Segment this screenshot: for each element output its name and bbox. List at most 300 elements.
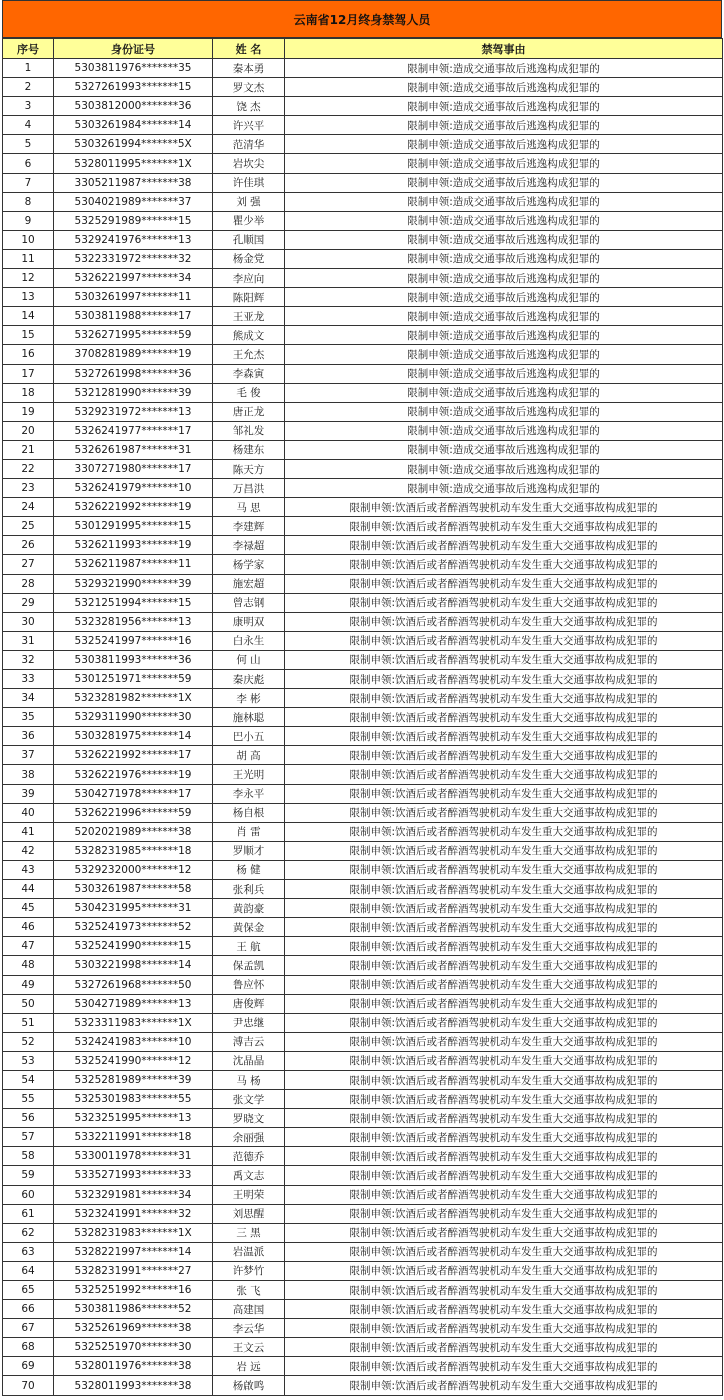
ban-reason: 限制申领:饮酒后或者醉酒驾驶机动车发生重大交通事故构成犯罪的 [285, 1013, 723, 1032]
row-index: 66 [3, 1300, 54, 1319]
person-name: 罗晓文 [213, 1109, 285, 1128]
ban-reason: 限制申领:饮酒后或者醉酒驾驶机动车发生重大交通事故构成犯罪的 [285, 1261, 723, 1280]
row-index: 64 [3, 1261, 54, 1280]
id-number: 5335271993*******33 [54, 1166, 213, 1185]
id-number: 5325251992*******16 [54, 1281, 213, 1300]
table-row [3, 1090, 723, 1109]
ban-reason: 限制申领:造成交通事故后逃逸构成犯罪的 [285, 421, 723, 440]
row-index: 57 [3, 1128, 54, 1147]
ban-reason: 限制申领:饮酒后或者醉酒驾驶机动车发生重大交通事故构成犯罪的 [285, 956, 723, 975]
table-row [3, 326, 723, 345]
table-row [3, 536, 723, 555]
id-number: 5323311983*******1X [54, 1013, 213, 1032]
id-number: 5328231983*******1X [54, 1223, 213, 1242]
ban-reason: 限制申领:饮酒后或者醉酒驾驶机动车发生重大交通事故构成犯罪的 [285, 1300, 723, 1319]
row-index: 41 [3, 822, 54, 841]
table-row [3, 116, 723, 135]
id-number: 5304271989*******13 [54, 994, 213, 1013]
id-number: 5303812000*******36 [54, 97, 213, 116]
row-index: 63 [3, 1242, 54, 1261]
table-row [3, 1357, 723, 1376]
id-number: 5327261993*******15 [54, 78, 213, 97]
id-number: 5301291995*******15 [54, 517, 213, 536]
person-name: 王 航 [213, 937, 285, 956]
id-number: 3307271980*******17 [54, 459, 213, 478]
person-name: 施宏超 [213, 574, 285, 593]
table-row [3, 1032, 723, 1051]
table-row [3, 498, 723, 517]
ban-reason: 限制申领:造成交通事故后逃逸构成犯罪的 [285, 97, 723, 116]
id-number: 5202021989*******38 [54, 822, 213, 841]
table-row [3, 1147, 723, 1166]
ban-reason: 限制申领:造成交通事故后逃逸构成犯罪的 [285, 211, 723, 230]
person-name: 李永平 [213, 784, 285, 803]
ban-reason: 限制申领:造成交通事故后逃逸构成犯罪的 [285, 135, 723, 154]
table-row [3, 650, 723, 669]
person-name: 唐正龙 [213, 402, 285, 421]
id-number: 3305211987*******38 [54, 173, 213, 192]
row-index: 19 [3, 402, 54, 421]
row-index: 7 [3, 173, 54, 192]
table-row [3, 1300, 723, 1319]
row-index: 9 [3, 211, 54, 230]
ban-reason: 限制申领:饮酒后或者醉酒驾驶机动车发生重大交通事故构成犯罪的 [285, 1032, 723, 1051]
person-name: 范清华 [213, 135, 285, 154]
ban-reason: 限制申领:饮酒后或者醉酒驾驶机动车发生重大交通事故构成犯罪的 [285, 1281, 723, 1300]
id-number: 5325241990*******15 [54, 937, 213, 956]
ban-reason: 限制申领:造成交通事故后逃逸构成犯罪的 [285, 402, 723, 421]
person-name: 陈阳辉 [213, 288, 285, 307]
person-name: 唐俊辉 [213, 994, 285, 1013]
table-row [3, 956, 723, 975]
ban-reason: 限制申领:造成交通事故后逃逸构成犯罪的 [285, 249, 723, 268]
ban-reason: 限制申领:造成交通事故后逃逸构成犯罪的 [285, 173, 723, 192]
person-name: 毛 俊 [213, 383, 285, 402]
header-reason: 禁驾事由 [285, 39, 723, 59]
person-name: 王亚龙 [213, 307, 285, 326]
ban-reason: 限制申领:饮酒后或者醉酒驾驶机动车发生重大交通事故构成犯罪的 [285, 1242, 723, 1261]
ban-reason: 限制申领:饮酒后或者醉酒驾驶机动车发生重大交通事故构成犯罪的 [285, 994, 723, 1013]
ban-reason: 限制申领:造成交通事故后逃逸构成犯罪的 [285, 230, 723, 249]
person-name: 何 山 [213, 650, 285, 669]
id-number: 5303221998*******14 [54, 956, 213, 975]
table-row [3, 1338, 723, 1357]
id-number: 5326221976*******19 [54, 765, 213, 784]
person-name: 李建辉 [213, 517, 285, 536]
table-row [3, 383, 723, 402]
ban-reason: 限制申领:饮酒后或者醉酒驾驶机动车发生重大交通事故构成犯罪的 [285, 498, 723, 517]
row-index: 65 [3, 1281, 54, 1300]
id-number: 5332211991*******18 [54, 1128, 213, 1147]
row-index: 46 [3, 918, 54, 937]
row-index: 17 [3, 364, 54, 383]
spreadsheet [2, 0, 722, 1396]
person-name: 保孟凯 [213, 956, 285, 975]
table-row [3, 899, 723, 918]
id-number: 5326271995*******59 [54, 326, 213, 345]
ban-reason: 限制申领:造成交通事故后逃逸构成犯罪的 [285, 440, 723, 459]
person-name: 康明双 [213, 612, 285, 631]
row-index: 67 [3, 1319, 54, 1338]
table-body [3, 59, 723, 1396]
ban-reason: 限制申领:饮酒后或者醉酒驾驶机动车发生重大交通事故构成犯罪的 [285, 1070, 723, 1089]
id-number: 5325291989*******15 [54, 211, 213, 230]
person-name: 王允杰 [213, 345, 285, 364]
person-name: 黄韵豪 [213, 899, 285, 918]
row-index: 48 [3, 956, 54, 975]
row-index: 52 [3, 1032, 54, 1051]
id-number: 3708281989*******19 [54, 345, 213, 364]
id-number: 5330011978*******31 [54, 1147, 213, 1166]
header-index: 序号 [3, 39, 54, 59]
table-row [3, 1261, 723, 1280]
table-row [3, 670, 723, 689]
table-row [3, 727, 723, 746]
row-index: 23 [3, 479, 54, 498]
person-name: 陈天方 [213, 459, 285, 478]
person-name: 高建国 [213, 1300, 285, 1319]
person-name: 三 黑 [213, 1223, 285, 1242]
table-row [3, 1185, 723, 1204]
id-number: 5303261987*******58 [54, 880, 213, 899]
table-row [3, 1051, 723, 1070]
person-name: 杨 健 [213, 860, 285, 879]
row-index: 40 [3, 803, 54, 822]
person-name: 溥吉云 [213, 1032, 285, 1051]
table-row [3, 1070, 723, 1089]
person-name: 许佳琪 [213, 173, 285, 192]
person-name: 李 彬 [213, 689, 285, 708]
person-name: 李云华 [213, 1319, 285, 1338]
person-name: 罗文杰 [213, 78, 285, 97]
table-row [3, 364, 723, 383]
table-row [3, 612, 723, 631]
table-row [3, 975, 723, 994]
ban-reason: 限制申领:饮酒后或者醉酒驾驶机动车发生重大交通事故构成犯罪的 [285, 708, 723, 727]
table-row [3, 345, 723, 364]
id-number: 5329232000*******12 [54, 860, 213, 879]
table-row [3, 937, 723, 956]
person-name: 张 飞 [213, 1281, 285, 1300]
id-number: 5303811988*******17 [54, 307, 213, 326]
table-row [3, 192, 723, 211]
row-index: 55 [3, 1090, 54, 1109]
table-row [3, 803, 723, 822]
ban-reason: 限制申领:造成交通事故后逃逸构成犯罪的 [285, 59, 723, 78]
table-row [3, 1204, 723, 1223]
row-index: 21 [3, 440, 54, 459]
row-index: 29 [3, 593, 54, 612]
ban-reason: 限制申领:造成交通事故后逃逸构成犯罪的 [285, 459, 723, 478]
table-row [3, 1223, 723, 1242]
person-name: 肖 雷 [213, 822, 285, 841]
table-row [3, 1166, 723, 1185]
person-name: 孔顺国 [213, 230, 285, 249]
id-number: 5304231995*******31 [54, 899, 213, 918]
ban-reason: 限制申领:饮酒后或者醉酒驾驶机动车发生重大交通事故构成犯罪的 [285, 899, 723, 918]
person-name: 沈晶晶 [213, 1051, 285, 1070]
id-number: 5326221992*******19 [54, 498, 213, 517]
ban-reason: 限制申领:造成交通事故后逃逸构成犯罪的 [285, 345, 723, 364]
table-row [3, 822, 723, 841]
table-row [3, 97, 723, 116]
id-number: 5326241979*******10 [54, 479, 213, 498]
row-index: 59 [3, 1166, 54, 1185]
id-number: 5325301983*******55 [54, 1090, 213, 1109]
table-row [3, 593, 723, 612]
ban-reason: 限制申领:饮酒后或者醉酒驾驶机动车发生重大交通事故构成犯罪的 [285, 650, 723, 669]
ban-reason: 限制申领:造成交通事故后逃逸构成犯罪的 [285, 288, 723, 307]
table-row [3, 269, 723, 288]
id-number: 5325251970*******30 [54, 1338, 213, 1357]
id-number: 5303811993*******36 [54, 650, 213, 669]
table-row [3, 307, 723, 326]
id-number: 5329231972*******13 [54, 402, 213, 421]
table-row [3, 765, 723, 784]
header-name: 姓 名 [213, 39, 285, 59]
ban-reason: 限制申领:饮酒后或者醉酒驾驶机动车发生重大交通事故构成犯罪的 [285, 860, 723, 879]
row-index: 54 [3, 1070, 54, 1089]
person-name: 许兴平 [213, 116, 285, 135]
ban-reason: 限制申领:造成交通事故后逃逸构成犯罪的 [285, 383, 723, 402]
table-row [3, 421, 723, 440]
id-number: 5329311990*******30 [54, 708, 213, 727]
person-name: 白永生 [213, 631, 285, 650]
table-row [3, 1013, 723, 1032]
row-index: 60 [3, 1185, 54, 1204]
table-row [3, 517, 723, 536]
ban-reason: 限制申领:造成交通事故后逃逸构成犯罪的 [285, 116, 723, 135]
ban-reason: 限制申领:饮酒后或者醉酒驾驶机动车发生重大交通事故构成犯罪的 [285, 1223, 723, 1242]
person-name: 胡 高 [213, 746, 285, 765]
table-row [3, 841, 723, 860]
ban-reason: 限制申领:饮酒后或者醉酒驾驶机动车发生重大交通事故构成犯罪的 [285, 1051, 723, 1070]
table-row [3, 154, 723, 173]
row-index: 24 [3, 498, 54, 517]
id-number: 5328011993*******38 [54, 1376, 213, 1395]
id-number: 5325241997*******16 [54, 631, 213, 650]
row-index: 43 [3, 860, 54, 879]
ban-reason: 限制申领:饮酒后或者醉酒驾驶机动车发生重大交通事故构成犯罪的 [285, 746, 723, 765]
ban-reason: 限制申领:饮酒后或者醉酒驾驶机动车发生重大交通事故构成犯罪的 [285, 631, 723, 650]
ban-reason: 限制申领:饮酒后或者醉酒驾驶机动车发生重大交通事故构成犯罪的 [285, 612, 723, 631]
person-name: 杨学家 [213, 555, 285, 574]
person-name: 尹忠继 [213, 1013, 285, 1032]
ban-reason: 限制申领:饮酒后或者醉酒驾驶机动车发生重大交通事故构成犯罪的 [285, 536, 723, 555]
id-number: 5326261987*******31 [54, 440, 213, 459]
table-row [3, 1109, 723, 1128]
id-number: 5303261994*******5X [54, 135, 213, 154]
row-index: 49 [3, 975, 54, 994]
row-index: 31 [3, 631, 54, 650]
row-index: 13 [3, 288, 54, 307]
table-row [3, 1319, 723, 1338]
id-number: 5303811976*******35 [54, 59, 213, 78]
row-index: 51 [3, 1013, 54, 1032]
banned-drivers-table [2, 38, 723, 1396]
table-row [3, 59, 723, 78]
person-name: 余丽强 [213, 1128, 285, 1147]
person-name: 杨啟鸣 [213, 1376, 285, 1395]
header-id-number: 身份证号 [54, 39, 213, 59]
person-name: 王文云 [213, 1338, 285, 1357]
ban-reason: 限制申领:造成交通事故后逃逸构成犯罪的 [285, 192, 723, 211]
ban-reason: 限制申领:造成交通事故后逃逸构成犯罪的 [285, 364, 723, 383]
person-name: 熊成文 [213, 326, 285, 345]
person-name: 瞿少举 [213, 211, 285, 230]
table-row [3, 860, 723, 879]
id-number: 5329321990*******39 [54, 574, 213, 593]
ban-reason: 限制申领:饮酒后或者醉酒驾驶机动车发生重大交通事故构成犯罪的 [285, 1090, 723, 1109]
row-index: 37 [3, 746, 54, 765]
person-name: 岩温派 [213, 1242, 285, 1261]
id-number: 5304271978*******17 [54, 784, 213, 803]
table-row [3, 708, 723, 727]
id-number: 5303261997*******11 [54, 288, 213, 307]
person-name: 秦本勇 [213, 59, 285, 78]
id-number: 5324241983*******10 [54, 1032, 213, 1051]
row-index: 8 [3, 192, 54, 211]
row-index: 26 [3, 536, 54, 555]
table-row [3, 784, 723, 803]
id-number: 5325241973*******52 [54, 918, 213, 937]
row-index: 36 [3, 727, 54, 746]
row-index: 15 [3, 326, 54, 345]
row-index: 12 [3, 269, 54, 288]
row-index: 68 [3, 1338, 54, 1357]
ban-reason: 限制申领:造成交通事故后逃逸构成犯罪的 [285, 154, 723, 173]
row-index: 3 [3, 97, 54, 116]
row-index: 53 [3, 1051, 54, 1070]
id-number: 5325281989*******39 [54, 1070, 213, 1089]
person-name: 施林聪 [213, 708, 285, 727]
id-number: 5323281982*******1X [54, 689, 213, 708]
person-name: 李应向 [213, 269, 285, 288]
ban-reason: 限制申领:饮酒后或者醉酒驾驶机动车发生重大交通事故构成犯罪的 [285, 689, 723, 708]
row-index: 39 [3, 784, 54, 803]
table-row [3, 1242, 723, 1261]
row-index: 28 [3, 574, 54, 593]
row-index: 58 [3, 1147, 54, 1166]
row-index: 27 [3, 555, 54, 574]
ban-reason: 限制申领:饮酒后或者醉酒驾驶机动车发生重大交通事故构成犯罪的 [285, 784, 723, 803]
ban-reason: 限制申领:饮酒后或者醉酒驾驶机动车发生重大交通事故构成犯罪的 [285, 1338, 723, 1357]
person-name: 罗顺才 [213, 841, 285, 860]
person-name: 马 思 [213, 498, 285, 517]
ban-reason: 限制申领:饮酒后或者醉酒驾驶机动车发生重大交通事故构成犯罪的 [285, 727, 723, 746]
row-index: 47 [3, 937, 54, 956]
row-index: 18 [3, 383, 54, 402]
table-row [3, 230, 723, 249]
id-number: 5323251995*******13 [54, 1109, 213, 1128]
ban-reason: 限制申领:饮酒后或者醉酒驾驶机动车发生重大交通事故构成犯罪的 [285, 1376, 723, 1395]
row-index: 22 [3, 459, 54, 478]
row-index: 35 [3, 708, 54, 727]
ban-reason: 限制申领:饮酒后或者醉酒驾驶机动车发生重大交通事故构成犯罪的 [285, 1204, 723, 1223]
ban-reason: 限制申领:饮酒后或者醉酒驾驶机动车发生重大交通事故构成犯罪的 [285, 1147, 723, 1166]
id-number: 5326211993*******19 [54, 536, 213, 555]
id-number: 5329241976*******13 [54, 230, 213, 249]
id-number: 5301251971*******59 [54, 670, 213, 689]
row-index: 70 [3, 1376, 54, 1395]
person-name: 许梦竹 [213, 1261, 285, 1280]
ban-reason: 限制申领:造成交通事故后逃逸构成犯罪的 [285, 326, 723, 345]
ban-reason: 限制申领:饮酒后或者醉酒驾驶机动车发生重大交通事故构成犯罪的 [285, 593, 723, 612]
ban-reason: 限制申领:饮酒后或者醉酒驾驶机动车发生重大交通事故构成犯罪的 [285, 803, 723, 822]
ban-reason: 限制申领:造成交通事故后逃逸构成犯罪的 [285, 307, 723, 326]
id-number: 5303261984*******14 [54, 116, 213, 135]
person-name: 王光明 [213, 765, 285, 784]
row-index: 45 [3, 899, 54, 918]
row-index: 42 [3, 841, 54, 860]
row-index: 6 [3, 154, 54, 173]
person-name: 岩 远 [213, 1357, 285, 1376]
person-name: 杨自根 [213, 803, 285, 822]
id-number: 5325261969*******38 [54, 1319, 213, 1338]
row-index: 10 [3, 230, 54, 249]
row-index: 11 [3, 249, 54, 268]
table-row [3, 574, 723, 593]
person-name: 杨金党 [213, 249, 285, 268]
id-number: 5323281956*******13 [54, 612, 213, 631]
ban-reason: 限制申领:饮酒后或者醉酒驾驶机动车发生重大交通事故构成犯罪的 [285, 1166, 723, 1185]
row-index: 34 [3, 689, 54, 708]
table-row [3, 459, 723, 478]
id-number: 5326221992*******17 [54, 746, 213, 765]
person-name: 张利兵 [213, 880, 285, 899]
row-index: 44 [3, 880, 54, 899]
table-row [3, 440, 723, 459]
id-number: 5323291981*******34 [54, 1185, 213, 1204]
ban-reason: 限制申领:饮酒后或者醉酒驾驶机动车发生重大交通事故构成犯罪的 [285, 1185, 723, 1204]
id-number: 5326241977*******17 [54, 421, 213, 440]
id-number: 5326211987*******11 [54, 555, 213, 574]
person-name: 杨建东 [213, 440, 285, 459]
row-index: 14 [3, 307, 54, 326]
row-index: 25 [3, 517, 54, 536]
table-row [3, 479, 723, 498]
id-number: 5321281990*******39 [54, 383, 213, 402]
ban-reason: 限制申领:饮酒后或者醉酒驾驶机动车发生重大交通事故构成犯罪的 [285, 517, 723, 536]
ban-reason: 限制申领:饮酒后或者醉酒驾驶机动车发生重大交通事故构成犯罪的 [285, 1319, 723, 1338]
person-name: 李森寅 [213, 364, 285, 383]
person-name: 张文学 [213, 1090, 285, 1109]
row-index: 33 [3, 670, 54, 689]
table-row [3, 746, 723, 765]
row-index: 1 [3, 59, 54, 78]
id-number: 5322331972*******32 [54, 249, 213, 268]
ban-reason: 限制申领:饮酒后或者醉酒驾驶机动车发生重大交通事故构成犯罪的 [285, 841, 723, 860]
ban-reason: 限制申领:造成交通事故后逃逸构成犯罪的 [285, 78, 723, 97]
row-index: 5 [3, 135, 54, 154]
person-name: 李禄超 [213, 536, 285, 555]
person-name: 刘思醒 [213, 1204, 285, 1223]
person-name: 刘 强 [213, 192, 285, 211]
row-index: 30 [3, 612, 54, 631]
person-name: 王明荣 [213, 1185, 285, 1204]
id-number: 5327261968*******50 [54, 975, 213, 994]
id-number: 5304021989*******37 [54, 192, 213, 211]
person-name: 曾志钢 [213, 593, 285, 612]
ban-reason: 限制申领:饮酒后或者醉酒驾驶机动车发生重大交通事故构成犯罪的 [285, 765, 723, 784]
table-row [3, 402, 723, 421]
id-number: 5321251994*******15 [54, 593, 213, 612]
id-number: 5328221997*******14 [54, 1242, 213, 1261]
row-index: 2 [3, 78, 54, 97]
id-number: 5328231985*******18 [54, 841, 213, 860]
ban-reason: 限制申领:饮酒后或者醉酒驾驶机动车发生重大交通事故构成犯罪的 [285, 880, 723, 899]
ban-reason: 限制申领:饮酒后或者醉酒驾驶机动车发生重大交通事故构成犯罪的 [285, 1109, 723, 1128]
